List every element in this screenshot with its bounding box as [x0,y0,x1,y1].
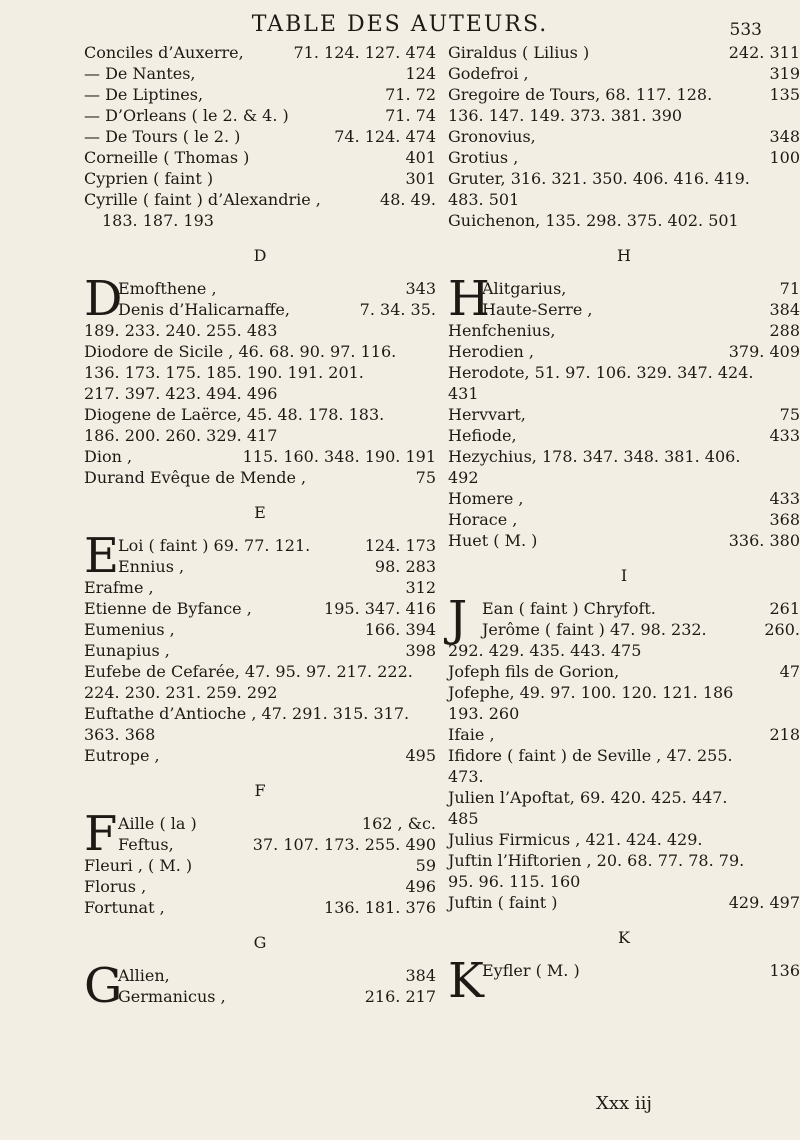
index-line: 483. 501 [448,190,520,209]
index-entry [118,965,436,986]
entry-pages: 495 [405,746,436,765]
entry-pages: 124 [405,64,436,83]
index-entry [84,63,436,84]
entry-pages: 398 [405,641,436,660]
signature-mark: Xxx iij [596,1093,652,1114]
index-entry [84,126,436,147]
entry-pages: 429. 497 [728,893,800,912]
entry-pages: 75 [415,468,436,487]
index-line: 485 [448,809,479,828]
section-letter: D [253,246,267,265]
entry-name: Cyrille ( faint ) d’Alexandrie , [84,190,321,209]
index-entry [448,530,800,551]
index-line: 193. 260 [448,704,520,723]
entry-name: Huet ( M. ) [448,531,538,550]
entry-pages: 59 [415,856,436,875]
index-entry [448,341,800,362]
index-entry [84,619,436,640]
index-entry [84,855,436,876]
index-line: Diogene de Laërce, 45. 48. 178. 183. [84,405,385,424]
drop-cap-lines [482,598,800,640]
entry-name: Erafme , [84,578,154,597]
entry-pages: 379. 409 [728,342,800,361]
entry-name: Alitgarius, [482,279,567,298]
index-entry [448,147,800,168]
entry-name: Conciles d’Auxerre, [84,43,244,62]
page-number: 533 [729,20,762,40]
index-entry [84,147,436,168]
index-line: Jofephe, 49. 97. 100. 120. 121. 186 [448,683,734,702]
drop-cap-lines [118,535,436,577]
entry-name: Eutrope , [84,746,160,765]
running-head: TABLE DES AUTEURS. [251,12,549,37]
index-entry [448,488,800,509]
index-entry [448,661,800,682]
drop-cap-lines [482,278,800,320]
section-letter: H [617,246,631,265]
index-entry [84,84,436,105]
index-entry [448,404,800,425]
entry-name: Emofthene , [118,279,217,298]
entry-name: Eyfler ( M. ) [482,961,580,980]
index-line: 363. 368 [84,725,156,744]
entry-name: Ennius , [118,557,185,576]
index-line: 136. 173. 175. 185. 190. 191. 201. [84,363,364,382]
entry-pages: 319 [769,64,800,83]
entry-name: Allien, [118,966,170,985]
entry-pages: 7. 34. 35. [359,300,436,319]
index-entry [448,320,800,341]
entry-pages: 71. 124. 127. 474 [293,43,436,62]
entry-name: Haute-Serre , [482,300,593,319]
drop-cap-block [84,271,436,327]
drop-cap: G [84,958,123,1014]
entry-pages: 71. 72 [385,85,436,104]
index-entry [118,813,436,834]
index-line: 136. 147. 149. 373. 381. 390 [448,106,683,125]
entry-pages: 301 [405,169,436,188]
right-column [448,42,800,1009]
entry-pages: 166. 394 [364,620,436,639]
index-entry [448,42,800,63]
entry-pages: 260. [764,620,800,639]
section-letter: G [253,933,267,952]
entry-name: — De Liptines, [84,85,204,104]
index-entry [448,63,800,84]
entry-pages: 195. 347. 416 [324,599,436,618]
entry-pages: 136 [769,961,800,980]
entry-pages: 124. 173 [364,536,436,555]
index-line: 292. 429. 435. 443. 475 [448,641,642,660]
index-entry [118,986,436,1007]
entry-pages: 71 [779,279,800,298]
entry-name: — D’Orleans ( le 2. & 4. ) [84,106,289,125]
entry-name: Herodien , [448,342,535,361]
drop-cap-lines [482,960,800,981]
entry-pages: 136. 181. 376 [324,898,436,917]
entry-name: Gregoire de Tours, 68. 117. 128. [448,85,713,104]
index-entry [482,619,800,640]
index-entry [448,724,800,745]
entry-pages: 48. 49. [380,190,436,209]
entry-pages: 216. 217 [364,987,436,1006]
entry-pages: 98. 283 [374,557,436,576]
entry-name: Eumenius , [84,620,175,639]
entry-name: Giraldus ( Lilius ) [448,43,590,62]
section-letter: I [620,566,628,585]
entry-name: Germanicus , [118,987,226,1006]
index-entry [84,467,436,488]
entry-pages: 433 [769,426,800,445]
drop-cap: F [84,806,118,862]
drop-cap-lines [118,965,436,1007]
index-entry [118,278,436,299]
index-entry [84,577,436,598]
index-line: 224. 230. 231. 259. 292 [84,683,278,702]
index-entry [118,299,436,320]
entry-name: Dion , [84,447,133,466]
index-entry [118,535,436,556]
section-letter: K [618,928,630,947]
entry-name: Feftus, [118,835,174,854]
entry-pages: 384 [769,300,800,319]
entry-name: Ean ( faint ) Chryfoft. [482,599,656,618]
entry-pages: 368 [769,510,800,529]
index-entry [84,168,436,189]
section-letter: F [254,781,266,800]
entry-name: Etienne de Byfance , [84,599,252,618]
entry-pages: 162 , &c. [361,814,436,833]
index-line: 492 [448,468,479,487]
index-line: Julius Firmicus , 421. 424. 429. [448,830,703,849]
index-entry [84,640,436,661]
drop-cap-block [84,528,436,584]
index-entry [448,892,800,913]
entry-name: Horace , [448,510,518,529]
entry-pages: 135 [769,85,800,104]
entry-pages: 71. 74 [385,106,436,125]
entry-name: Aille ( la ) [118,814,197,833]
entry-pages: 336. 380 [728,531,800,550]
index-entry [482,598,800,619]
entry-name: Fortunat , [84,898,165,917]
entry-name: Henfchenius, [448,321,556,340]
index-line: 431 [448,384,479,403]
index-entry [482,278,800,299]
entry-name: Grotius , [448,148,519,167]
drop-cap-block [84,958,436,1014]
section-letter: E [254,503,266,522]
entry-pages: 47 [779,662,800,681]
drop-cap: D [84,271,123,327]
entry-pages: 384 [405,966,436,985]
entry-pages: 348 [769,127,800,146]
index-line: Herodote, 51. 97. 106. 329. 347. 424. [448,363,754,382]
entry-name: Durand Evêque de Mende , [84,468,307,487]
index-line: Diodore de Sicile , 46. 68. 90. 97. 116. [84,342,397,361]
drop-cap: K [448,953,484,1009]
entry-pages: 37. 107. 173. 255. 490 [252,835,436,854]
drop-cap-block [448,271,800,327]
index-line: Guichenon, 135. 298. 375. 402. 501 [448,211,739,230]
index-entry [448,126,800,147]
entry-name: Corneille ( Thomas ) [84,148,250,167]
entry-name: Godefroi , [448,64,529,83]
entry-name: Juftin ( faint ) [448,893,558,912]
entry-pages: 242. 311 [728,43,800,62]
entry-name: Gronovius, [448,127,536,146]
index-line: Julien l’Apoftat, 69. 420. 425. 447. [448,788,728,807]
index-line: Ifidore ( faint ) de Seville , 47. 255. [448,746,733,765]
entry-name: Florus , [84,877,147,896]
index-line: 189. 233. 240. 255. 483 [84,321,278,340]
entry-name: Denis d’Halicarnaffe, [118,300,290,319]
index-entry [482,960,800,981]
index-entry [118,834,436,855]
index-line: Hezychius, 178. 347. 348. 381. 406. [448,447,741,466]
index-entry [448,509,800,530]
entry-name: Homere , [448,489,524,508]
index-line: Gruter, 316. 321. 350. 406. 416. 419. [448,169,750,188]
entry-pages: 343 [405,279,436,298]
drop-cap: J [448,591,468,647]
index-entry [84,105,436,126]
index-entry [448,425,800,446]
index-entry [84,745,436,766]
entry-continuation: 183. 187. 193 [102,211,214,230]
entry-name: Eunapius , [84,641,170,660]
entry-pages: 218 [769,725,800,744]
entry-pages: 74. 124. 474 [334,127,436,146]
entry-name: Cyprien ( faint ) [84,169,214,188]
index-entry [118,556,436,577]
entry-pages: 433 [769,489,800,508]
index-entry [84,598,436,619]
index-line: 473. [448,767,484,786]
drop-cap-block [448,953,800,1009]
index-entry [84,876,436,897]
entry-pages: 75 [779,405,800,424]
entry-name: — De Nantes, [84,64,196,83]
drop-cap-lines [118,813,436,855]
drop-cap-lines [118,278,436,320]
entry-name: Hervvart, [448,405,526,424]
entry-name: Jofeph fils de Gorion, [448,662,620,681]
drop-cap-block [448,591,800,647]
drop-cap: H [448,271,490,327]
entry-pages: 312 [405,578,436,597]
index-line: Euftathe d’Antioche , 47. 291. 315. 317. [84,704,410,723]
entry-name: Fleuri , ( M. ) [84,856,193,875]
index-entry [482,299,800,320]
left-column [84,42,436,1014]
index-line: 95. 96. 115. 160 [448,872,581,891]
entry-pages: 100 [769,148,800,167]
entry-name: Loi ( faint ) 69. 77. 121. [118,536,311,555]
index-entry [84,446,436,467]
index-entry [84,189,436,210]
entry-name: Ifaie , [448,725,495,744]
index-entry [448,84,800,105]
index-line: Juftin l’Hiftorien , 20. 68. 77. 78. 79. [448,851,745,870]
index-entry [84,42,436,63]
entry-name: Jerôme ( faint ) 47. 98. 232. [482,620,707,639]
index-line: Eufebe de Cefarée, 47. 95. 97. 217. 222. [84,662,413,681]
entry-name: — De Tours ( le 2. ) [84,127,241,146]
entry-pages: 261 [769,599,800,618]
entry-pages: 115. 160. 348. 190. 191 [242,447,436,466]
drop-cap-block [84,806,436,862]
entry-pages: 288 [769,321,800,340]
drop-cap: E [84,528,120,584]
entry-pages: 496 [405,877,436,896]
index-entry [84,897,436,918]
index-line: 186. 200. 260. 329. 417 [84,426,278,445]
entry-pages: 401 [405,148,436,167]
index-line: 217. 397. 423. 494. 496 [84,384,278,403]
entry-name: Hefiode, [448,426,517,445]
